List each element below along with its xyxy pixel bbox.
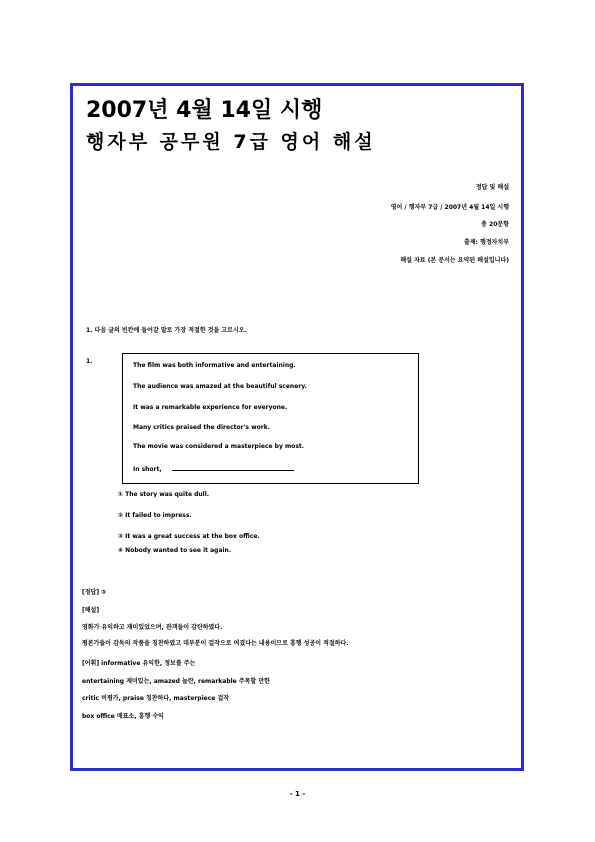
solution-vocab: entertaining 재미있는, amazed 놀란, remarkable 주목할 만한: [82, 678, 270, 685]
choice-3: ③ It was a great success at the box office.: [118, 533, 260, 540]
solution-heading: [해설]: [82, 607, 100, 614]
passage-line: The film was both informative and entertaining.: [133, 362, 296, 369]
solution-line: 평론가들이 감독의 작품을 칭찬하였고 대부분이 걸작으로 여겼다는 내용이므로 흥행 성공이 적절하다.: [82, 640, 349, 647]
passage-line: Many critics praised the director's work.: [133, 424, 270, 431]
blank-prefix: In short,: [133, 466, 162, 473]
passage-line: It was a remarkable experience for everyone.: [133, 404, 288, 411]
meta-line-1: 정답 및 해설: [475, 184, 509, 191]
meta-line-2: 영어 / 행자부 7급 / 2007년 4월 14일 시행: [390, 204, 509, 211]
page-number: - 1 -: [289, 790, 306, 798]
solution-vocab: critic 비평가, praise 칭찬하다, masterpiece 걸작: [82, 695, 230, 702]
solution-vocab: [어휘] informative 유익한, 정보를 주는: [82, 660, 196, 667]
solution-vocab: box office 매표소, 흥행 수익: [82, 713, 164, 720]
solution-answer: [정답] ③: [82, 589, 107, 596]
choice-1: ① The story was quite dull.: [118, 491, 210, 498]
question-prompt: 1. 다음 글의 빈칸에 들어갈 말로 가장 적절한 것을 고르시오.: [86, 327, 247, 334]
passage-line: The audience was amazed at the beautiful scenery.: [133, 383, 307, 390]
meta-line-3: 총 20문항: [481, 221, 509, 228]
answer-blank: [172, 464, 294, 471]
choice-4: ④ Nobody wanted to see it again.: [118, 547, 232, 554]
exam-title: 2007년 4월 14일 시행: [86, 98, 323, 123]
passage-box: [122, 353, 419, 484]
exam-subtitle: 행자부 공무원 7급 영어 해설: [86, 131, 376, 153]
passage-blank-line: [133, 464, 294, 473]
meta-line-5: 해설 자료 (본 문서는 요약된 해설입니다): [400, 257, 509, 264]
meta-line-4: 출제: 행정자치부: [463, 239, 509, 246]
question-number: 1.: [86, 358, 93, 365]
solution-line: 영화가 유익하고 재미있었으며, 관객들이 감탄하였다.: [82, 624, 223, 631]
passage-line: The movie was considered a masterpiece by most.: [133, 443, 305, 450]
choice-2: ② It failed to impress.: [118, 512, 192, 519]
